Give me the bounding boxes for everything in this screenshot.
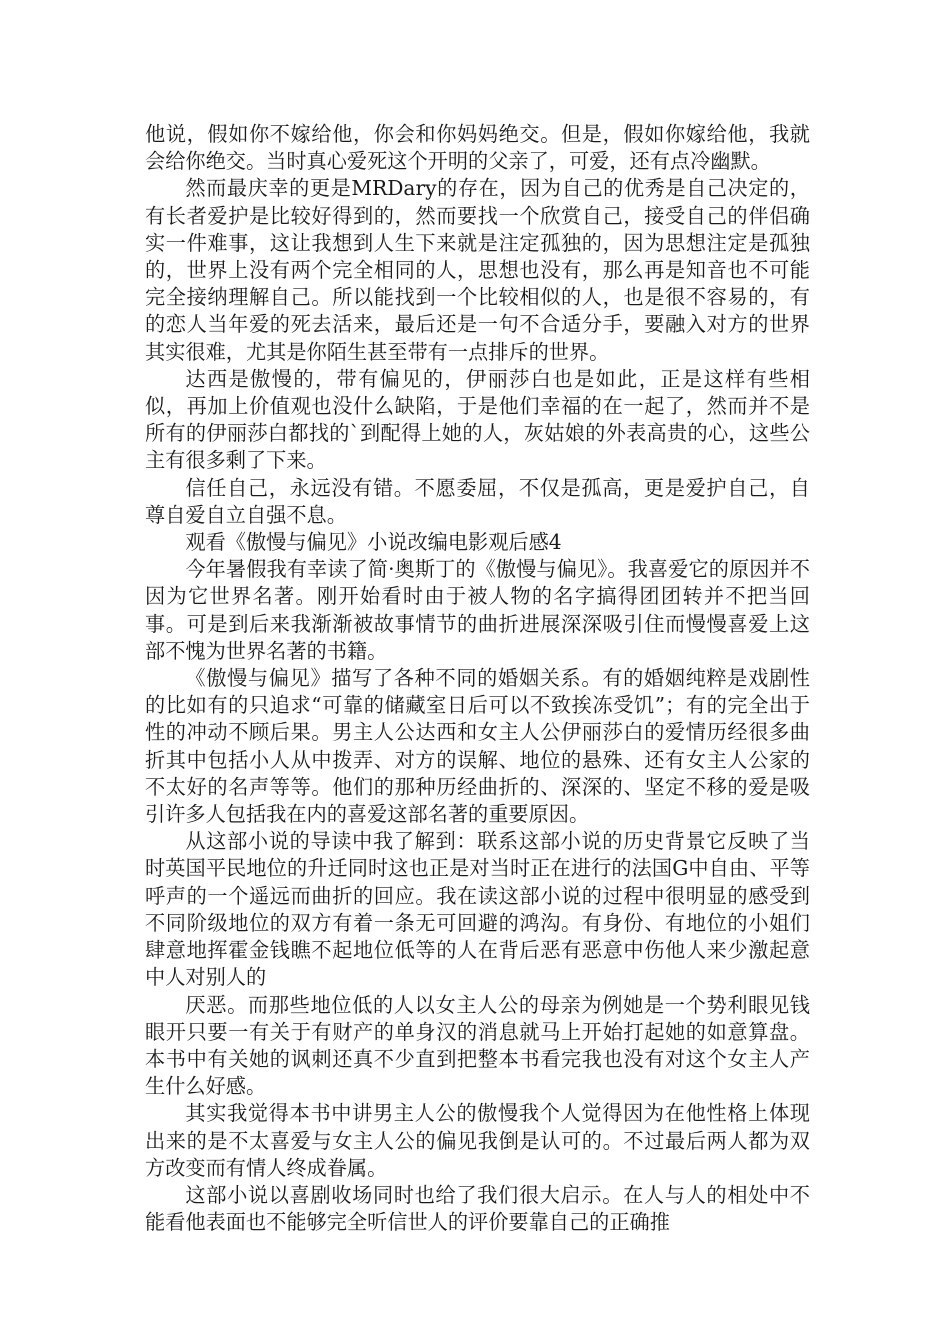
paragraph: 《傲慢与偏见》描写了各种不同的婚姻关系。有的婚姻纯粹是戏剧性的比如有的只追求“可靠的储藏室日后可以不致挨冻受饥”；有的完全出于性的冲动不顾后果。男主人公达西和女主人公伊丽莎白的爱情历经很多曲折其中包括小人从中拨弄、对方的误解、地位的悬殊、还有女主人公家的不太好的名声等等。他们的那种历经曲折的、深深的、坚定不移的爱是吸引许多人包括我在内的喜爱这部名著的重要原因。 xyxy=(145,666,810,827)
paragraph: 然而最庆幸的更是MRDary的存在，因为自己的优秀是自己决定的，有长者爱护是比较好得到的，然而要找一个欣赏自己，接受自己的伴侣确实一件难事，这让我想到人生下来就是注定孤独的，因为思想注定是孤独的，世界上没有两个完全相同的人，思想也没有，那么再是知音也不可能完全接纳理解自己。所以能找到一个比较相似的人，也是很不容易的，有的恋人当年爱的死去活来，最后还是一句不合适分手，要融入对方的世界其实很难，尤其是你陌生甚至带有一点排斥的世界。 xyxy=(145,176,810,364)
paragraph: 他说，假如你不嫁给他，你会和你妈妈绝交。但是，假如你嫁给他，我就会给你绝交。当时真心爱死这个开明的父亲了，可爱，还有点冷幽默。 xyxy=(145,122,810,174)
paragraph: 达西是傲慢的，带有偏见的，伊丽莎白也是如此，正是这样有些相似，再加上价值观也没什么缺陷，于是他们幸福的在一起了，然而并不是所有的伊丽莎白都找的`到配得上她的人，灰姑娘的外表高贵的心，这些公主有很多剩了下来。 xyxy=(145,366,810,473)
paragraph: 今年暑假我有幸读了简·奥斯丁的《傲慢与偏见》。我喜爱它的原因并不因为它世界名著。刚开始看时由于被人物的名字搞得团团转并不把当回事。可是到后来我渐渐被故事情节的曲折进展深深吸引住而慢慢喜爱上这部不愧为世界名著的书籍。 xyxy=(145,557,810,663)
document-page xyxy=(145,121,810,1236)
paragraph: 信任自己，永远没有错。不愿委屈，不仅是孤高，更是爱护自己，自尊自爱自立自强不息。 xyxy=(145,475,810,527)
paragraph: 从这部小说的导读中我了解到：联系这部小说的历史背景它反映了当时英国平民地位的升迁同时这也正是对当时正在进行的法国G中自由、平等呼声的一个遥远而曲折的回应。我在读这部小说的过程中很明显的感受到不同阶级地位的双方有着一条无可回避的鸿沟。有身份、有地位的小姐们肆意地挥霍金钱瞧不起地位低等的人在背后恶有恶意中伤他人来少激起意中人对别人的 xyxy=(145,829,810,990)
paragraph: 其实我觉得本书中讲男主人公的傲慢我个人觉得因为在他性格上体现出来的是不太喜爱与女主人公的偏见我倒是认可的。不过最后两人都为双方改变而有情人终成眷属。 xyxy=(145,1101,810,1180)
paragraph: 这部小说以喜剧收场同时也给了我们很大启示。在人与人的相处中不能看他表面也不能够完全听信世人的评价要靠自己的正确推 xyxy=(145,1182,810,1235)
section-heading: 观看《傲慢与偏见》小说改编电影观后感4 xyxy=(185,530,562,555)
paragraph: 厌恶。而那些地位低的人以女主人公的母亲为例她是一个势利眼见钱眼开只要一有关于有财产的单身汉的消息就马上开始打起她的如意算盘。本书中有关她的讽刺还真不少直到把整本书看完我也没有对这个女主人产生什么好感。 xyxy=(145,992,810,1099)
